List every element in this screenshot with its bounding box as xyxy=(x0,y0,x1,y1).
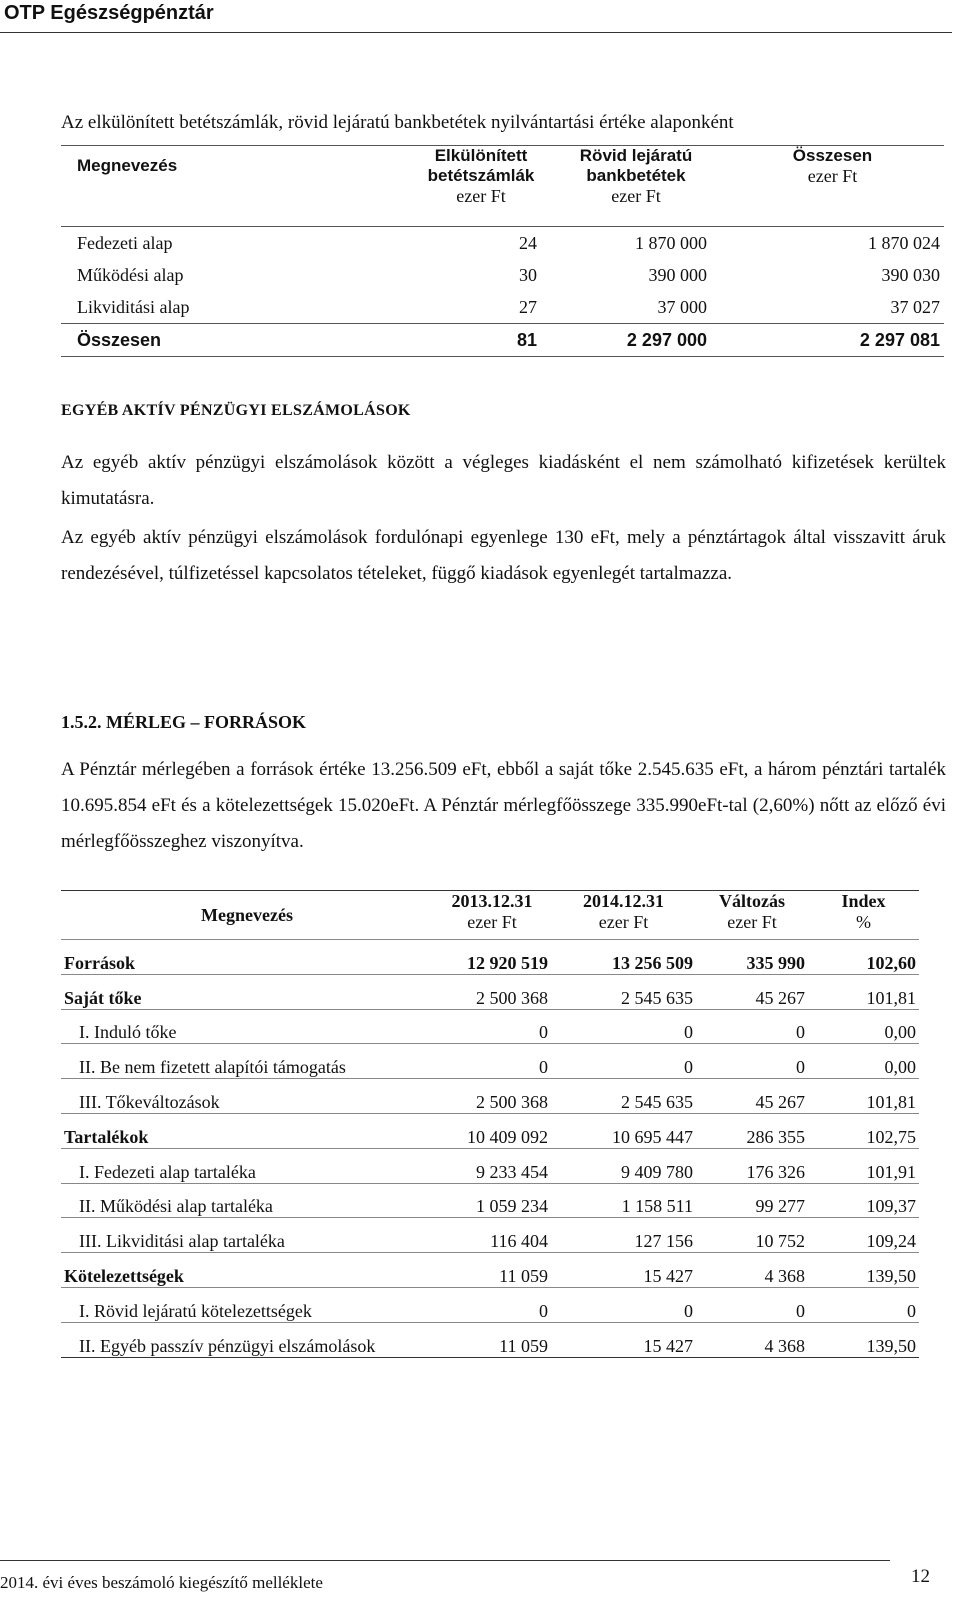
table-row: Fedezeti alap 24 1 870 000 1 870 024 xyxy=(77,232,940,253)
section-title-merleg: 1.5.2. MÉRLEG – FORRÁSOK xyxy=(61,712,307,732)
table-row: Likviditási alap 27 37 000 37 027 xyxy=(77,296,940,317)
t2-col-index: Index % xyxy=(841,891,886,932)
table-row: III. Likviditási alap tartaléka 116 404 127 156 10 752 109,24 xyxy=(61,1218,919,1253)
section-title-egyeb: EGYÉB AKTÍV PÉNZÜGYI ELSZÁMOLÁSOK xyxy=(61,402,411,419)
footer-divider xyxy=(0,1560,890,1561)
document-header-title: OTP Egészségpénztár xyxy=(4,2,214,24)
table-row: Tartalékok 10 409 092 10 695 447 286 355 102,75 xyxy=(61,1113,919,1148)
t1-col-rovid: Rövid lejáratú bankbetétek ezer Ft xyxy=(551,146,721,227)
table-row: Kötelezettségek 11 059 15 427 4 368 139,50 xyxy=(61,1253,919,1288)
table-row: II. Egyéb passzív pénzügyi elszámolások 11 059 15 427 4 368 139,50 xyxy=(61,1322,919,1357)
t2-col-valtozas: Változás ezer Ft xyxy=(719,891,785,932)
table-row: Saját tőke 2 500 368 2 545 635 45 267 101,81 xyxy=(61,974,919,1009)
t1-col-elkulonitett: Elkülönített betétszámlák ezer Ft xyxy=(411,146,551,227)
table1-caption: Az elkülönített betétszámlák, rövid lejáratú bankbetétek nyilvántartási értéke alaponként xyxy=(61,112,734,133)
table-row: Működési alap 30 390 000 390 030 xyxy=(77,264,940,285)
table-row: III. Tőkeváltozások 2 500 368 2 545 635 45 267 101,81 xyxy=(61,1079,919,1114)
t1-col-megnevezes: Megnevezés xyxy=(61,146,411,227)
table-row: I. Rövid lejáratú kötelezettségek 0 0 0 0 xyxy=(61,1287,919,1322)
table-row: Források 12 920 519 13 256 509 335 990 102,60 xyxy=(61,940,919,975)
t1-col-osszesen: Összesen ezer Ft xyxy=(721,146,944,227)
deposits-table xyxy=(61,145,944,357)
t2-col-2013: 2013.12.31 ezer Ft xyxy=(451,891,533,932)
table-row: II. Működési alap tartaléka 1 059 234 1 158 511 99 277 109,37 xyxy=(61,1183,919,1218)
page-number: 12 xyxy=(911,1566,930,1587)
table-row: I. Induló tőke 0 0 0 0,00 xyxy=(61,1009,919,1044)
header-divider xyxy=(0,32,952,33)
table-row: II. Be nem fizetett alapítói támogatás 0 0 0 0,00 xyxy=(61,1044,919,1079)
paragraph-egyeb-1: Az egyéb aktív pénzügyi elszámolások között a végleges kiadásként el nem számolható kifizetések kerültek kimutatásra. xyxy=(61,452,946,509)
sources-table xyxy=(61,890,919,1358)
footer-text: 2014. évi éves beszámoló kiegészítő melléklete xyxy=(0,1573,323,1592)
paragraph-egyeb-2: Az egyéb aktív pénzügyi elszámolások fordulónapi egyenlege 130 eFt, mely a pénztártagok által visszavitt áruk rendezésével, túlfizetéssel kapcsolatos tételeket, függő kiadások egyenlegét tartalmazza. xyxy=(61,527,946,584)
t2-col-2014: 2014.12.31 ezer Ft xyxy=(583,891,664,932)
paragraph-merleg: A Pénztár mérlegében a források értéke 13.256.509 eFt, ebből a saját tőke 2.545.635 eFt, a három pénztári tartalék 10.695.854 eFt és a kötelezettségek 15.020eFt. A Pénztár mérlegfőösszege 335.990eFt-tal (2,60%) nőtt az előző évi mérlegfőösszeghez viszonyítva. xyxy=(61,759,946,852)
table-total-row: Összesen 81 2 297 000 2 297 081 xyxy=(61,324,944,357)
t2-col-megnevezes: Megnevezés xyxy=(201,904,293,925)
table-row: I. Fedezeti alap tartaléka 9 233 454 9 409 780 176 326 101,91 xyxy=(61,1148,919,1183)
